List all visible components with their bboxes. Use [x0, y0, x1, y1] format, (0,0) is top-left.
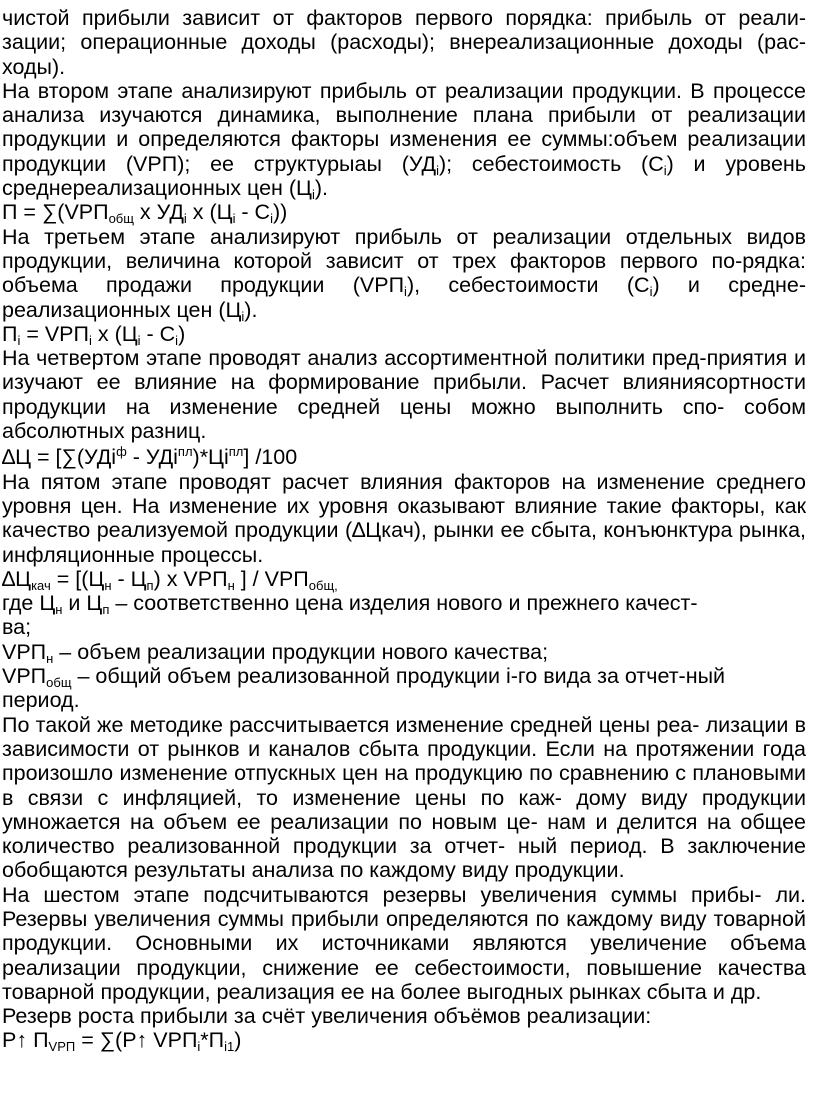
text: - УДi: [126, 445, 178, 470]
subscript: п: [102, 602, 110, 618]
text: VРП: [2, 639, 47, 664]
text: – общий объем реализованной продукции i-го вида за отчет-ный период.: [2, 664, 726, 713]
paragraph-stage-four: [2, 346, 806, 443]
text: )*Цi: [192, 445, 229, 470]
subscript: i: [663, 162, 667, 178]
text: ) и уровень среднереализационных цен (Ц: [2, 151, 806, 201]
subscript: i: [183, 211, 187, 227]
text: На третьем этапе анализируют прибыль от реализации отдельных видов продукции, величина которой зависит от трех факторов первого по-рядка: объема продажи продукции (VРП: [2, 224, 806, 298]
subscript: i: [649, 284, 653, 300]
text: = [(Ц: [50, 566, 105, 591]
subscript: i: [241, 308, 245, 324]
text: *П: [200, 1028, 225, 1053]
paragraph-text: чистой прибыли зависит от факторов первого порядка: прибыль от реали-зации; операционные доходы (расходы); внереализационные доходы (рас-ходы).: [2, 6, 806, 79]
text: На шестом этапе подсчитываются резервы увеличения суммы прибы- ли. Резервы увеличения суммы прибыли определяются по каждому виду товарной продукции. Основными их источниками являются увеличение объема реализации продукции, снижение ее себестоимости, повышение качества товарной продукции, реализация ее на более выгодных рынках сбыта и др.: [2, 882, 806, 1004]
text: ): [178, 321, 186, 346]
text: П = ∑(VРП: [2, 200, 109, 225]
paragraph-intro: [2, 6, 806, 79]
text: ∆Ц: [2, 566, 32, 591]
text: и Ц: [62, 591, 103, 616]
text: На четвертом этапе проводят анализ ассортиментной политики пред-приятия и изучают ее влияние на формирование прибыли. Расчет влияниясортности продукции на изменение средней цены можно выполнить спо- собом абсолютных разниц.: [2, 346, 806, 444]
text: П: [2, 321, 18, 346]
subscript: i: [404, 284, 407, 300]
text: x (Ц: [186, 200, 233, 225]
subscript: i: [436, 162, 439, 178]
formula-quality-price-change: [2, 567, 806, 591]
text: Р↑ П: [2, 1028, 49, 1053]
superscript: пл: [177, 444, 193, 460]
text: - С: [235, 200, 271, 225]
text: )): [272, 200, 288, 225]
subscript: i1: [224, 1039, 235, 1055]
text: ), себестоимости (С: [406, 273, 650, 298]
text: ): [234, 1028, 242, 1053]
subscript: i: [17, 332, 21, 348]
formula-profit-item: [2, 322, 806, 346]
text: - С: [140, 321, 176, 346]
text: x УД: [133, 200, 184, 225]
text: На пятом этапе проводят расчет влияния факторов на изменение среднего уровня цен. На изменение их уровня оказывают влияние такие факторы, как качество реализуемой продукции (∆Цкач), рынки ее сбыта, конъюнктура рынка, инфляционные процессы.: [2, 469, 806, 567]
text: ) x VРП: [153, 566, 228, 591]
text: ).: [244, 297, 258, 322]
subscript: i: [88, 332, 92, 348]
paragraph-stage-two: [2, 78, 806, 203]
formula-avg-price-change: [2, 445, 806, 469]
paragraph-vrp-new: [2, 640, 806, 664]
formula-reserve: [2, 1028, 806, 1055]
subscript: н: [46, 650, 54, 666]
paragraph-vrp-total: [2, 664, 806, 713]
text: x (Ц: [91, 321, 138, 346]
subscript: н: [227, 577, 235, 593]
subscript: общ: [46, 675, 72, 691]
text: ).: [314, 176, 328, 201]
subscript: VРП: [48, 1039, 76, 1055]
text: - Ц: [111, 566, 147, 591]
text: Резерв роста прибыли за счёт увеличения объёмов реализации:: [2, 1004, 652, 1029]
superscript: ф: [116, 444, 127, 460]
paragraph-method: [2, 713, 806, 883]
paragraph-reserve: [2, 1004, 806, 1028]
text: ] / VРП: [234, 566, 309, 591]
text: ); себестоимость (С: [439, 151, 664, 176]
paragraph-stage-six: [2, 883, 806, 1004]
subscript: i: [311, 187, 315, 203]
subscript: ,: [334, 577, 338, 593]
text: = ∑(Р↑ VРП: [75, 1028, 198, 1053]
subscript: н: [55, 602, 63, 618]
paragraph-stage-five: [2, 470, 806, 567]
text: ∆Ц = [∑(УДi: [2, 445, 117, 470]
subscript: общ: [308, 577, 335, 593]
superscript: пл: [228, 444, 244, 460]
paragraph-stage-three: [2, 225, 806, 322]
subscript: н: [104, 577, 112, 593]
subscript: общ: [108, 211, 134, 227]
formula-profit-total: [2, 200, 806, 227]
text: = VРП: [20, 321, 89, 346]
subscript: i: [197, 1039, 201, 1055]
text: ) и средне-реализационных цен (Ц: [2, 273, 806, 322]
text: По такой же методике рассчитывается изменение средней цены реа- лизации в зависимости от рынков и каналов сбыта продукции. Если на протяжении года произошло изменение отпускных цен на продукцию по сравнению с плановыми в связи с инфляцией, то изменение цены по каж- дому виду продукции умножается на объем ее реализации по новым це- нам и делится на общее количество реализованной продукции за отчет- ный период. В заключение обобщаются результаты анализа по каждому виду продукции.: [2, 712, 806, 883]
text: На втором этапе анализируют прибыль от реализации продукции. В процессе анализа изучаются динамика, выполнение плана прибыли от реализации продукции и определяются факторы изменения ее суммы:объем реализации продукции (VРП); ее структурыаы (УД: [2, 78, 806, 176]
paragraph-where: [2, 591, 806, 640]
subscript: i: [232, 211, 236, 227]
text: – объем реализации продукции нового качества;: [53, 639, 549, 664]
subscript: i: [137, 332, 141, 348]
subscript: i: [270, 211, 273, 227]
subscript: i: [175, 332, 179, 348]
text: – соответственно цена изделия нового и прежнего качест-ва;: [2, 591, 698, 640]
text: VРП: [2, 664, 47, 689]
text: ] /100: [243, 445, 298, 470]
subscript: кач: [31, 577, 51, 593]
subscript: п: [146, 577, 154, 593]
text: где Ц: [2, 591, 56, 616]
